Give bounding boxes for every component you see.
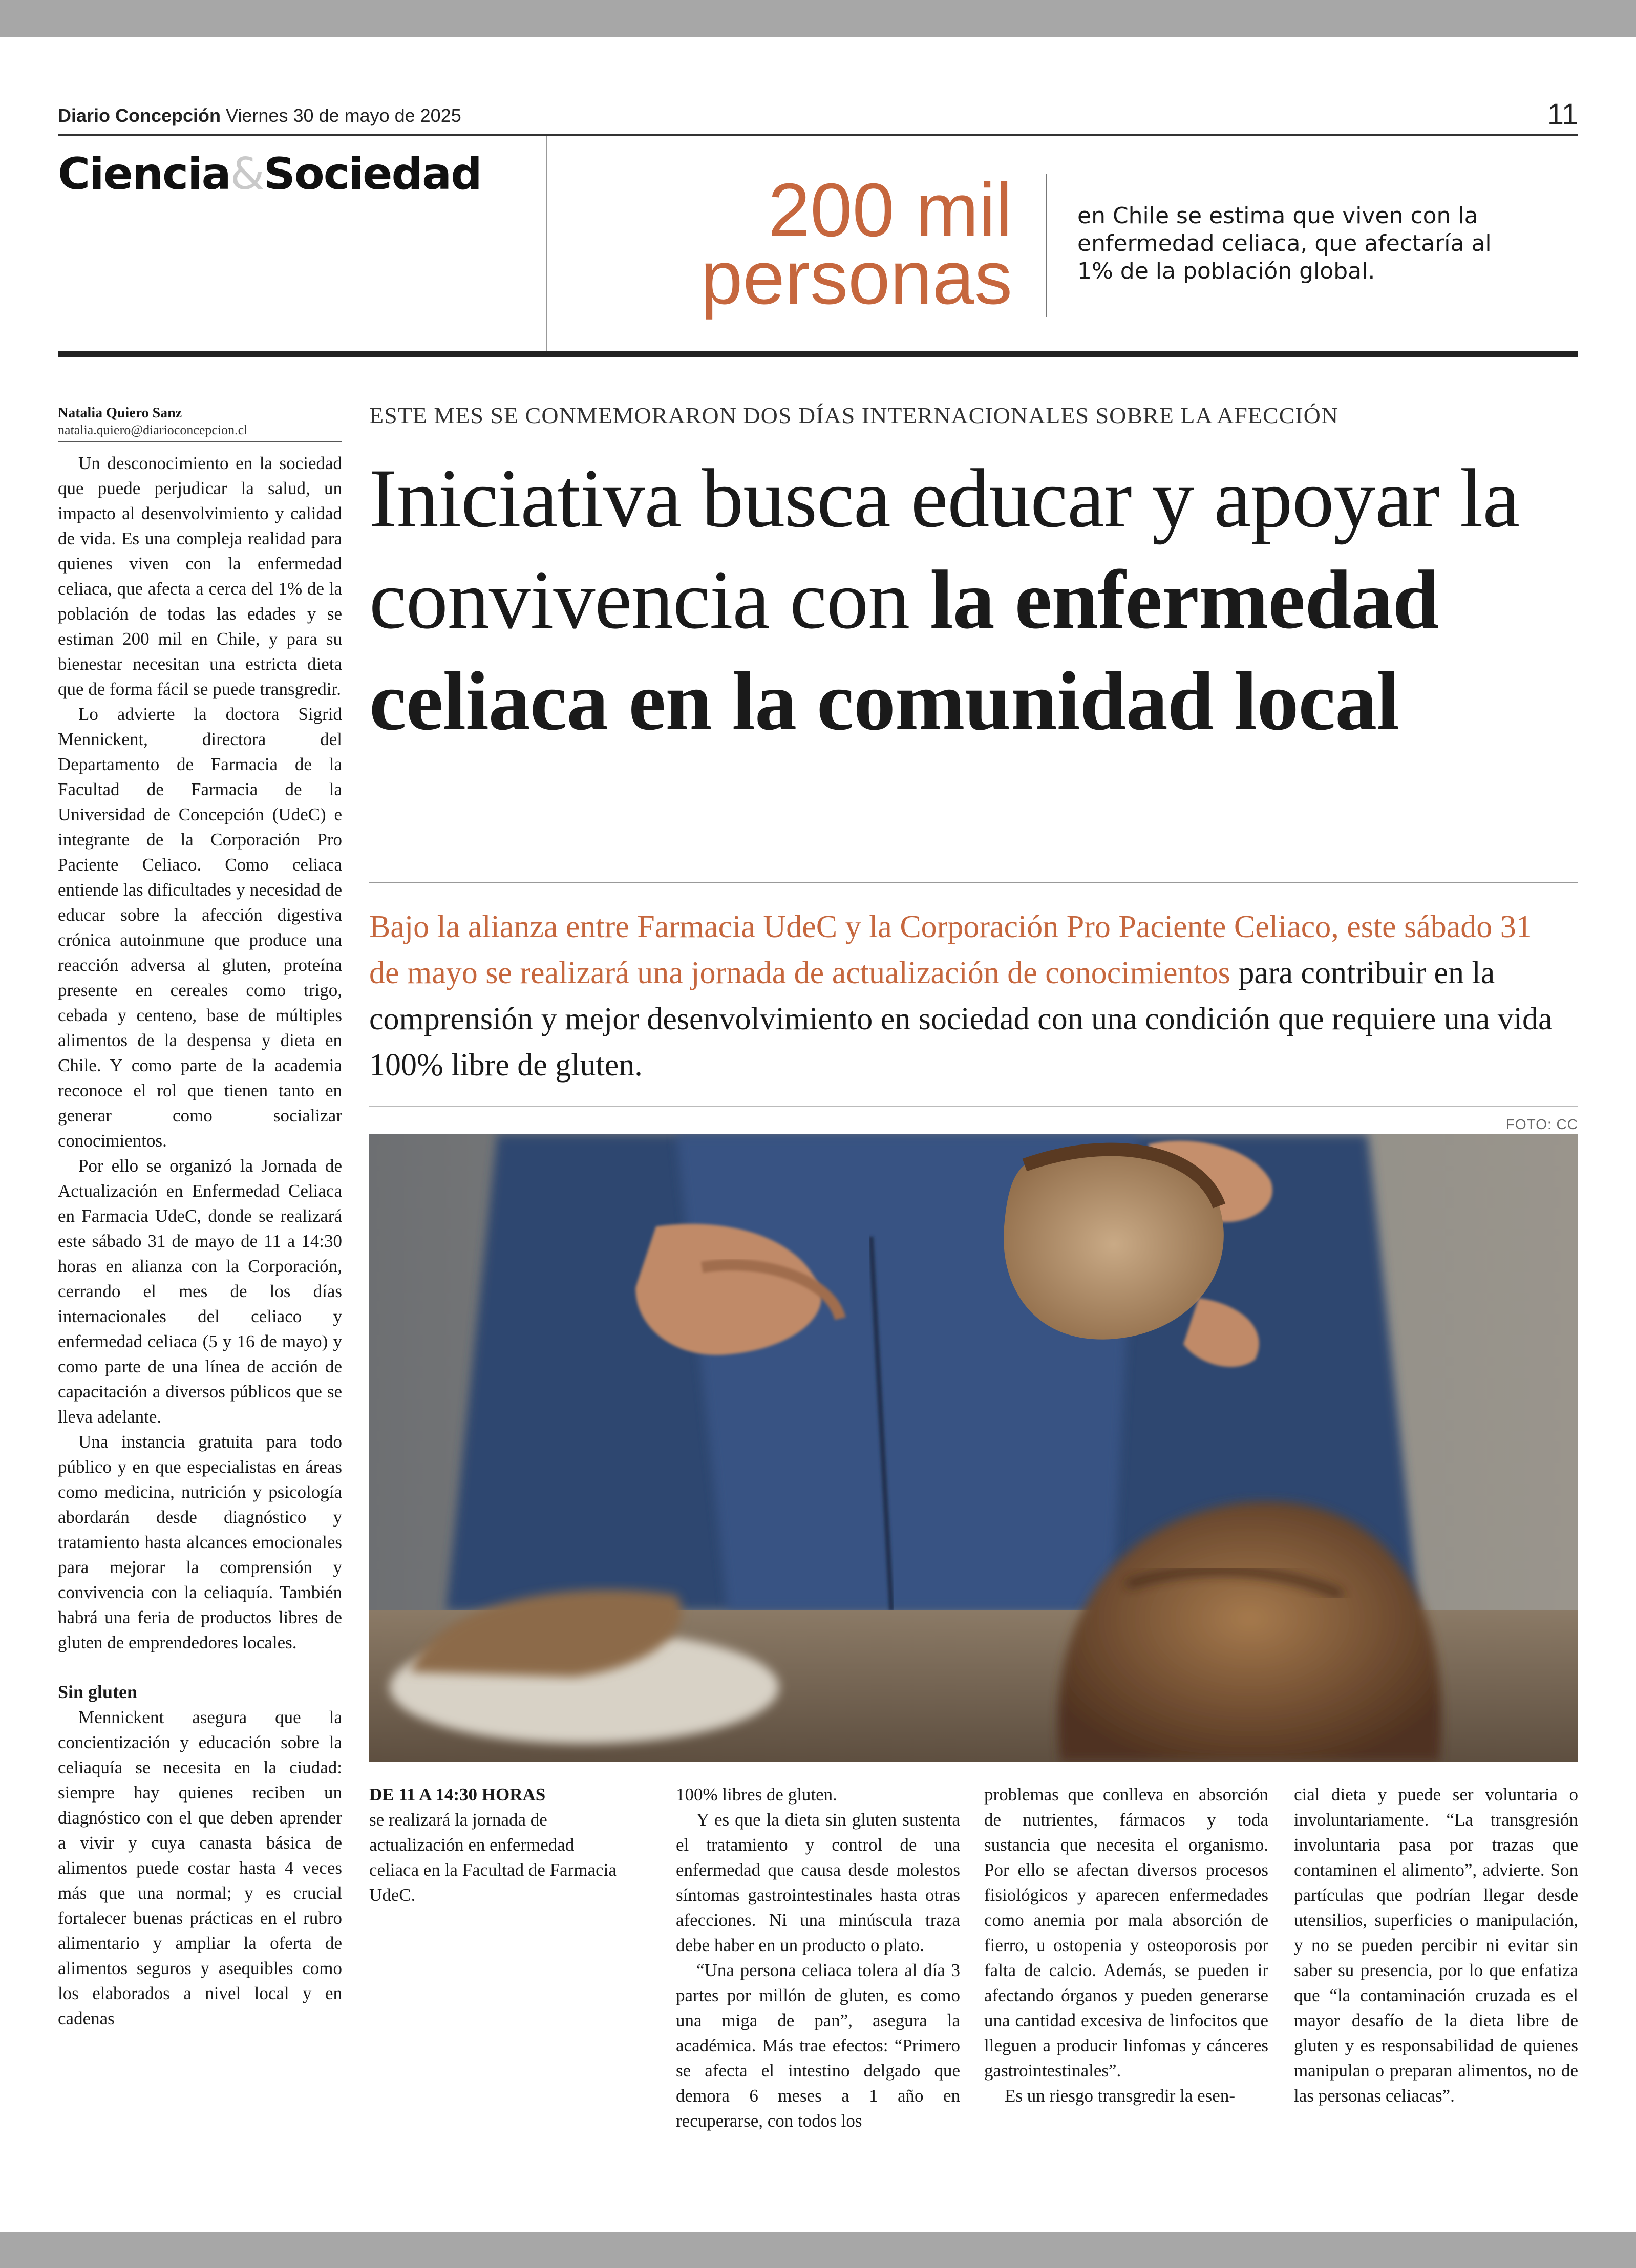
stat-number-line2: personas bbox=[700, 236, 1012, 320]
body-column-2 bbox=[676, 1782, 960, 2133]
page-number: 11 bbox=[1547, 98, 1578, 131]
header-thick-rule bbox=[58, 351, 1578, 357]
author-email[interactable]: natalia.quiero@diarioconcepcion.cl bbox=[58, 422, 248, 437]
top-gray-band bbox=[0, 0, 1636, 37]
section-title bbox=[58, 149, 481, 200]
author-name: Natalia Quiero Sanz bbox=[58, 405, 182, 421]
section-title-part2: Sociedad bbox=[263, 149, 481, 200]
photo-caption bbox=[369, 1782, 625, 1907]
header-divider-left bbox=[546, 136, 547, 351]
bottom-gray-band bbox=[0, 2232, 1636, 2268]
headline-rule bbox=[369, 882, 1578, 883]
byline-rule bbox=[58, 441, 342, 442]
body-paragraph: problemas que conlleva en absorción de nutrientes, fármacos y toda sustancia que necesita el organismo. Por ello se afectan diversos procesos fisiológicos y aparecen enfermedades como anemia por mala absorción de fierro, u ostopenia y osteoporosis por falta de calcio. Además, se pueden ir afectando órganos y pueden generarse una cantidad excesiva de linfocitos que lleguen a producir linfomas y cánceres gastrointestinales”. bbox=[984, 1785, 1268, 2081]
article-kicker: ESTE MES SE CONMEMORARON DOS DÍAS INTERNACIONALES SOBRE LA AFECCIÓN bbox=[369, 402, 1339, 429]
body-paragraph: “Una persona celiaca tolera al día 3 partes por millón de gluten, es como una miga de pan”, asegura la académica. Más trae efectos: “Primero se afecta el intestino delgado que demora 6 meses a 1 año en recuperarse, con todos los bbox=[676, 1960, 960, 2131]
byline bbox=[58, 405, 342, 442]
stat-description: en Chile se estima que viven con la enfermedad celiaca, que afectaría al 1% de la población global. bbox=[1077, 203, 1492, 284]
masthead bbox=[58, 105, 461, 126]
body-column-1 bbox=[58, 451, 342, 2031]
bread-photo-illustration bbox=[369, 1134, 1578, 1762]
body-paragraph: Mennickent asegura que la concientización y educación sobre la celiaquía se necesita en la ciudad: siempre hay quienes reciben un diagnóstico con el que deben aprender a vivir y cuya canasta básica de alimentos puede costar hasta 4 veces más que una normal; y es crucial fortalecer buenas prácticas en el rubro alimentario y ampliar la oferta de alimentos seguros y asequibles como los elaborados a nivel local y en cadenas bbox=[58, 1707, 342, 2028]
article-lead bbox=[369, 904, 1567, 1088]
body-paragraph: Una instancia gratuita para todo público y en que especialistas en áreas como medicina, nutrición y psicología abordarán desde diagnóstico y tratamiento hasta alcances emocionales para mejorar la comprensión y convivencia con la celiaquía. También habrá una feria de productos libres de gluten de emprendedores locales. bbox=[58, 1432, 342, 1652]
article-photo bbox=[369, 1134, 1578, 1762]
headline-bold: la enfermedad celiaca en la comunidad local bbox=[369, 554, 1439, 748]
lead-accent: Bajo la alianza entre Farmacia UdeC y la Corporación Pro Paciente Celiaco, este sábado 31 de mayo se realizará una jornada de actualización de conocimientos bbox=[369, 909, 1532, 990]
body-paragraph: Un desconocimiento en la sociedad que puede perjudicar la salud, un impacto al desenvolvimiento y calidad de vida. Es una compleja realidad para quienes viven con la enfermedad celiaca, que afecta a cerca del 1% de la población de todas las edades y se estiman 200 mil en Chile, y para su bienestar necesitan una estricta dieta que de forma fácil se puede transgredir. bbox=[58, 453, 342, 699]
stat-number bbox=[700, 168, 1012, 320]
stat-divider bbox=[1046, 174, 1047, 317]
photo-credit: FOTO: CC bbox=[1505, 1116, 1578, 1132]
newspaper-name: Diario Concepción bbox=[58, 105, 221, 126]
lead-rest: para contribuir en la comprensión y mejor desenvolvimiento en sociedad con una condición que requiere una vida 100% libre de gluten. bbox=[369, 956, 1553, 1083]
masthead-rule bbox=[58, 134, 1578, 136]
caption-text: se realizará la jornada de actualización en enfermedad celiaca en la Facultad de Farmacia UdeC. bbox=[369, 1810, 617, 1905]
body-paragraph: Y es que la dieta sin gluten sustenta el tratamiento y control de una enfermedad que causa desde molestos síntomas gastrointestinales hasta otras afecciones. Ni una minúscula traza debe haber en un producto o plato. bbox=[676, 1810, 960, 1955]
caption-title: DE 11 A 14:30 HORAS bbox=[369, 1785, 546, 1805]
issue-date: Viernes 30 de mayo de 2025 bbox=[226, 105, 461, 126]
section-title-ampersand: & bbox=[230, 149, 264, 200]
section-title-part1: Ciencia bbox=[58, 149, 230, 200]
stat-number-line1: 200 mil bbox=[768, 168, 1012, 252]
body-paragraph: Lo advierte la doctora Sigrid Mennickent, directora del Departamento de Farmacia de la Facultad de Farmacia de la Universidad de Concepción (UdeC) e integrante de la Corporación Pro Paciente Celiaco. Como celiaca entiende las dificultades y necesidad de educar sobre la afección digestiva crónica autoinmune que produce una reacción adversa al gluten, proteína presente en cereales como trigo, cebada y centeno, base de múltiples alimentos de la despensa y dieta en Chile. Y como parte de la academia reconoce el rol que tienen tanto en generar como socializar conocimientos. bbox=[58, 704, 342, 1151]
body-column-4 bbox=[1294, 1782, 1578, 2108]
body-paragraph: Por ello se organizó la Jornada de Actualización en Enfermedad Celiaca en Farmacia UdeC, donde se realizará este sábado 31 de mayo de 11 a 14:30 horas en alianza con la Corporación, cerrando el mes de los días internacionales del celiaco y enfermedad celiaca (5 y 16 de mayo) y como parte de una línea de acción de capacitación a diversos públicos que se lleva adelante. bbox=[58, 1156, 342, 1427]
body-paragraph: Es un riesgo transgredir la esen- bbox=[1005, 2086, 1235, 2106]
subheading: Sin gluten bbox=[58, 1682, 138, 1702]
body-paragraph: 100% libres de gluten. bbox=[676, 1785, 837, 1805]
photo-top-rule bbox=[369, 1106, 1578, 1107]
headline-plain: Iniciativa busca educar y apoyar la convivencia con bbox=[369, 452, 1520, 646]
body-column-3 bbox=[984, 1782, 1268, 2108]
body-paragraph: cial dieta y puede ser voluntaria o involuntariamente. “La transgresión involuntaria pasa por trazas que contaminen el alimento”, advierte. Son partículas que podrían llegar desde utensilios, superficies o manipulación, y no se pueden percibir ni evitar sin saber su presencia, por lo que enfatiza que “la contaminación cruzada es el mayor desafío de la dieta libre de gluten y es responsabilidad de quienes manipulan o preparan alimentos, no de las personas celiacas”. bbox=[1294, 1785, 1578, 2106]
article-headline bbox=[369, 448, 1547, 752]
